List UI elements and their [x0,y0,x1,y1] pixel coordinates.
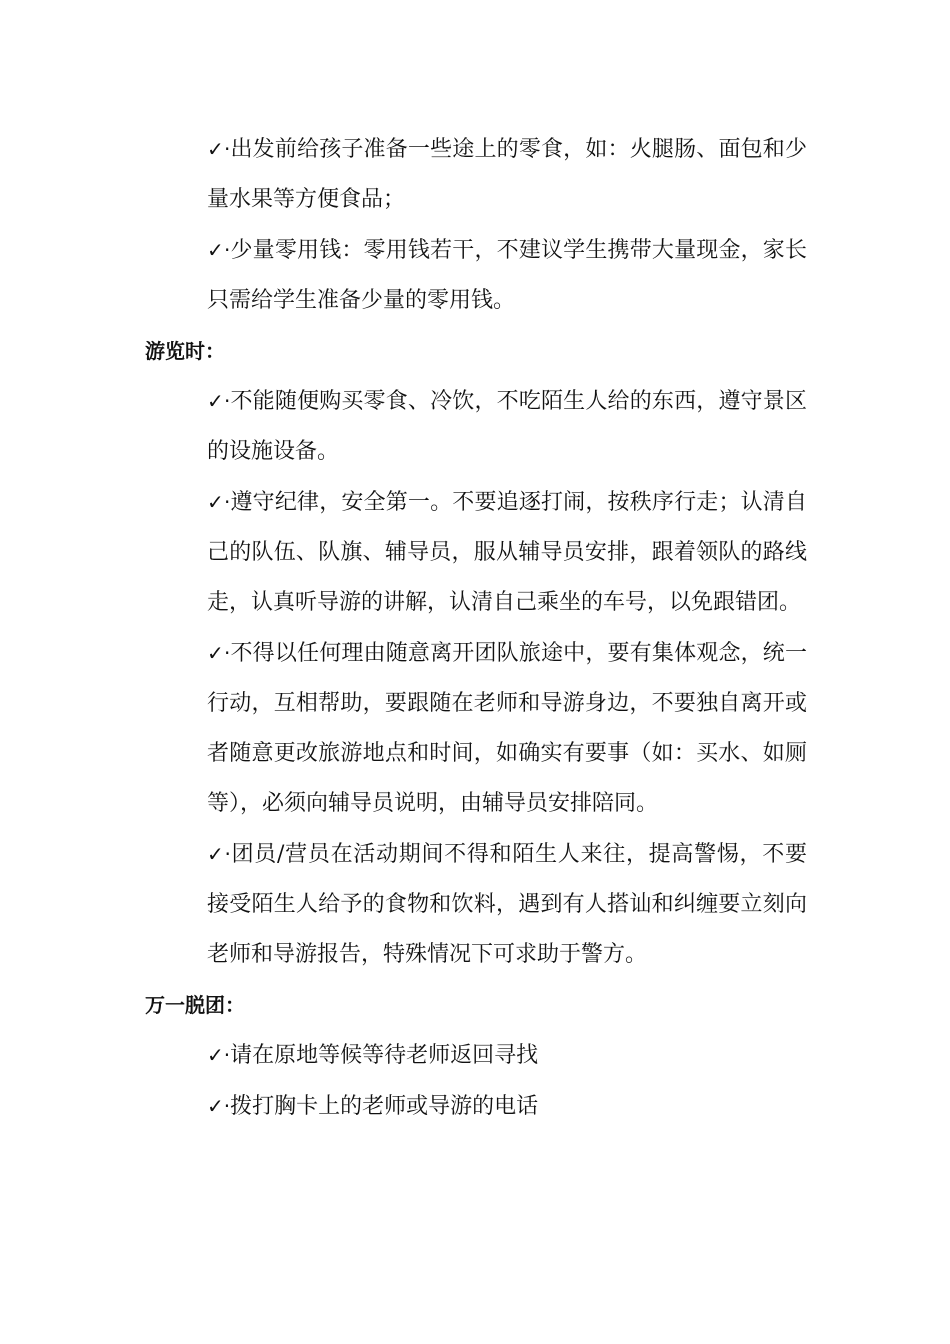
section-heading-tour: 游览时： [145,339,225,363]
list-item [207,1030,807,1081]
check-icon: ✓· [207,137,231,161]
list-item [207,628,807,829]
item-text: 遵守纪律，安全第一。不要追逐打闹，按秩序行走；认清自己的队伍、队旗、辅导员，服从辅导员安排，跟着领队的路线走，认真听导游的讲解，认清自己乘坐的车号，以免跟错团。 [207,490,807,615]
list-item [207,477,807,628]
item-text: 少量零用钱：零用钱若干，不建议学生携带大量现金，家长只需给学生准备少量的零用钱。 [207,238,807,313]
item-text: 出发前给孩子准备一些途上的零食，如：火腿肠、面包和少量水果等方便食品； [207,137,807,212]
check-icon: ✓· [207,641,231,665]
item-text: 拨打胸卡上的老师或导游的电话 [230,1094,539,1119]
check-icon: ✓· [207,490,231,514]
list-item [207,124,807,225]
list-item [207,225,807,326]
check-icon: ✓· [207,1043,231,1067]
check-icon: ✓· [207,1094,231,1118]
item-text: 不能随便购买零食、冷饮，不吃陌生人给的东西，遵守景区的设施设备。 [207,389,807,464]
check-icon: ✓· [207,238,231,262]
item-text: 请在原地等候等待老师返回寻找 [230,1043,539,1068]
section-heading-lost: 万一脱团： [145,993,245,1017]
item-text: 不得以任何理由随意离开团队旅途中，要有集体观念，统一行动，互相帮助，要跟随在老师和导游身边，不要独自离开或者随意更改旅游地点和时间，如确实有要事（如：买水、如厕等），必须向辅导员说明，由辅导员安排陪同。 [207,641,807,816]
document-content [145,124,815,1132]
list-item [207,376,807,477]
check-icon: ✓· [207,842,231,866]
item-text: 团员/营员在活动期间不得和陌生人来往，提高警惕，不要接受陌生人给予的食物和饮料，遇到有人搭讪和纠缠要立刻向老师和导游报告，特殊情况下可求助于警方。 [207,842,807,967]
list-item [207,1081,807,1132]
check-icon: ✓· [207,389,231,413]
list-item [207,829,807,980]
